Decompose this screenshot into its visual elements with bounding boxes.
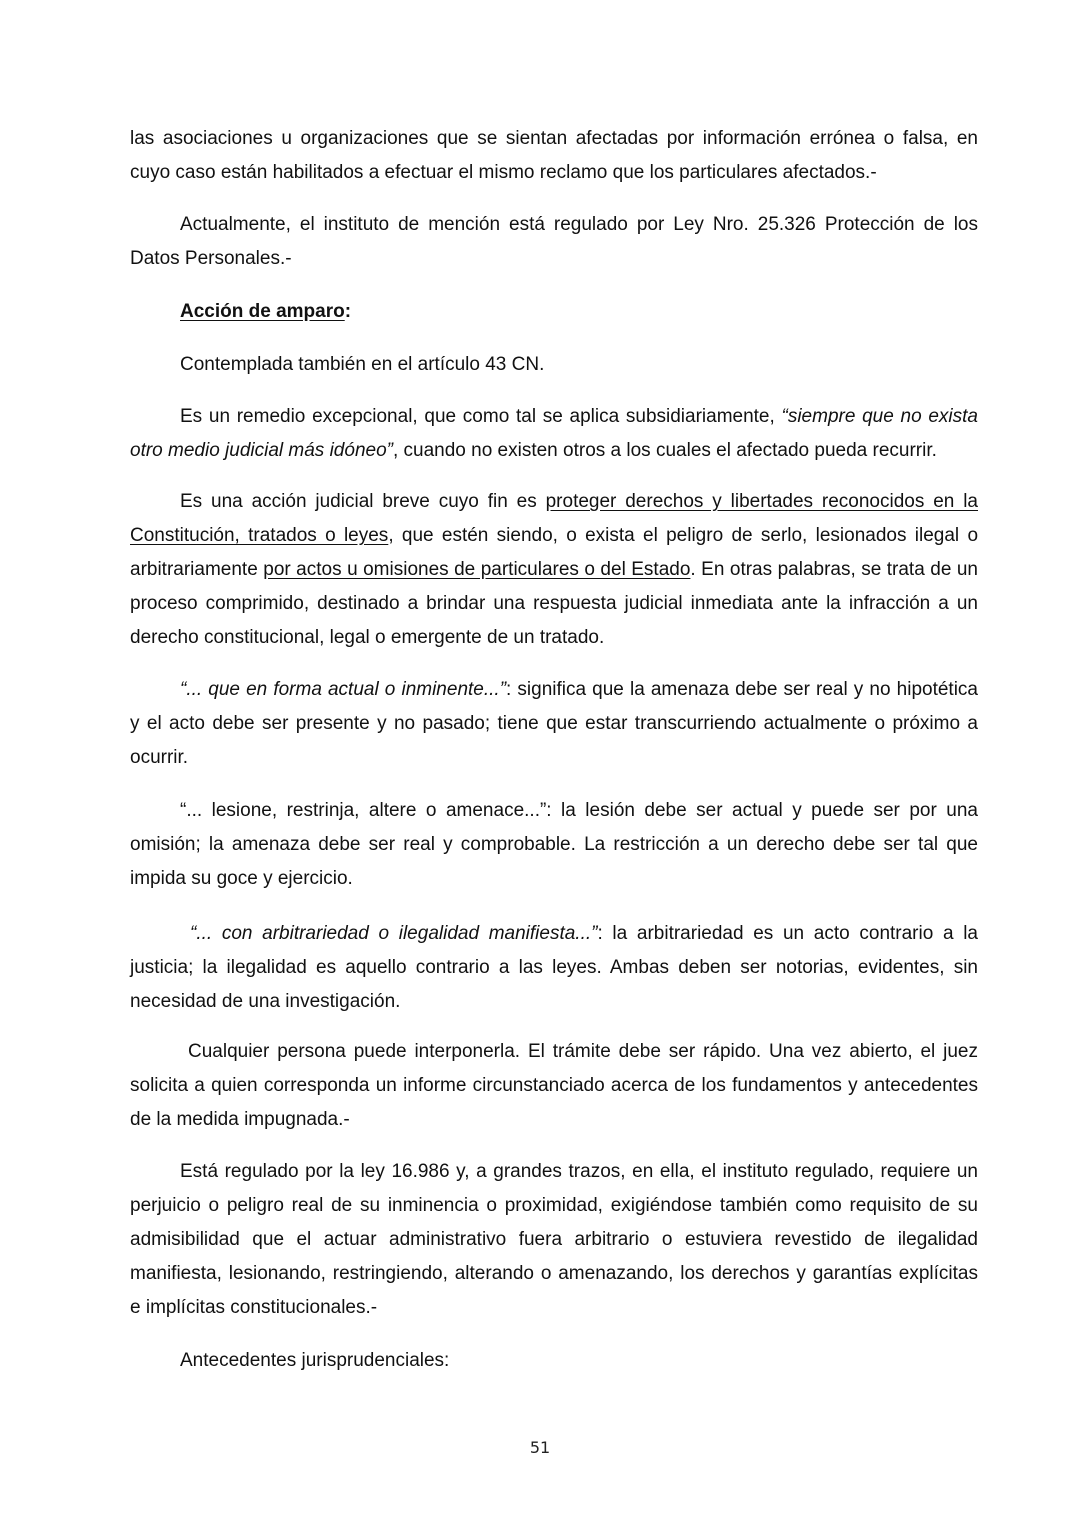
- paragraph-5-underline-2: por actos u omisiones de particulares o del Estado: [263, 559, 691, 580]
- paragraph-6: [130, 673, 978, 775]
- paragraph-8-quote: “... con arbitrariedad o ilegalidad manifiesta...”: [190, 923, 598, 944]
- paragraph-1: [130, 122, 978, 190]
- paragraph-6-text: : significa que la amenaza debe ser real y no hipotética y el acto debe ser presente y no pasado; tiene que estar transcurriendo actualmente o próximo a ocurrir.: [130, 679, 978, 768]
- paragraph-5-text-a: Es una acción judicial breve cuyo fin es: [180, 491, 546, 512]
- paragraph-7: [130, 794, 978, 896]
- paragraph-9-text: Cualquier persona puede interponerla. El trámite debe ser rápido. Una vez abierto, el juez solicita a quien corresponda un informe circunstanciado acerca de los fundamentos y antecedentes de la medida impugnada.-: [130, 1041, 978, 1130]
- paragraph-4: [130, 400, 978, 468]
- paragraph-4-text-b: , cuando no existen otros a los cuales el afectado pueda recurrir.: [392, 440, 937, 461]
- paragraph-8-text: : la arbitrariedad es un acto contrario a la justicia; la ilegalidad es aquello contrario a las leyes. Ambas deben ser notorias, evidentes, sin necesidad de una investigación.: [130, 923, 979, 1012]
- paragraph-11-text: Antecedentes jurisprudenciales:: [180, 1350, 450, 1371]
- paragraph-3-text: Contemplada también en el artículo 43 CN.: [180, 354, 545, 375]
- paragraph-4-quote: “siempre que no exista otro medio judicial más idóneo”: [130, 406, 978, 461]
- paragraph-7-text: “... lesione, restrinja, altere o amenace...”: la lesión debe ser actual y puede ser por una omisión; la amenaza debe ser real y comprobable. La restricción a un derecho debe ser tal que impida su goce y ejercicio.: [130, 800, 978, 889]
- paragraph-5-text-c: . En otras palabras, se trata de un proceso comprimido, destinado a brindar una respuesta judicial inmediata ante la infracción a un derecho constitucional, legal o emergente de un tratado.: [130, 559, 978, 648]
- heading-colon: :: [344, 301, 352, 322]
- paragraph-8: [130, 917, 978, 1019]
- document-body: [130, 122, 978, 1378]
- page-number: 51: [529, 1438, 551, 1457]
- paragraph-2-text: Actualmente, el instituto de mención está regulado por Ley Nro. 25.326 Protección de los Datos Personales.-: [130, 214, 978, 269]
- paragraph-5-text-b: , que estén siendo, o exista el peligro de serlo, lesionados ilegal o arbitrariamente: [130, 525, 979, 580]
- paragraph-5: [130, 485, 978, 655]
- heading-text: Acción de amparo: [180, 301, 345, 322]
- section-heading: [130, 295, 978, 329]
- paragraph-6-quote: “... que en forma actual o inminente...”: [180, 679, 507, 700]
- paragraph-3: [130, 348, 978, 382]
- paragraph-5-underline-1: proteger derechos y libertades reconocidos en la Constitución, tratados o leyes: [130, 491, 978, 546]
- paragraph-10-text: Está regulado por la ley 16.986 y, a grandes trazos, en ella, el instituto regulado, requiere un perjuicio o peligro real de su inminencia o proximidad, exigiéndose también como requisito de su admisibilidad que el actuar administrativo fuera arbitrario o estuviera revestido de ilegalidad manifiesta, lesionando, restringiendo, alterando o amenazando, los derechos y garantías explícitas e implícitas constitucionales.-: [130, 1161, 978, 1318]
- paragraph-11: [130, 1344, 978, 1378]
- paragraph-4-text-a: Es un remedio excepcional, que como tal se aplica subsidiariamente,: [180, 406, 782, 427]
- paragraph-1-text: las asociaciones u organizaciones que se sientan afectadas por información errónea o falsa, en cuyo caso están habilitados a efectuar el mismo reclamo que los particulares afectados.-: [130, 128, 978, 183]
- paragraph-10: [130, 1155, 978, 1325]
- paragraph-2: [130, 208, 978, 276]
- paragraph-9: [130, 1035, 978, 1137]
